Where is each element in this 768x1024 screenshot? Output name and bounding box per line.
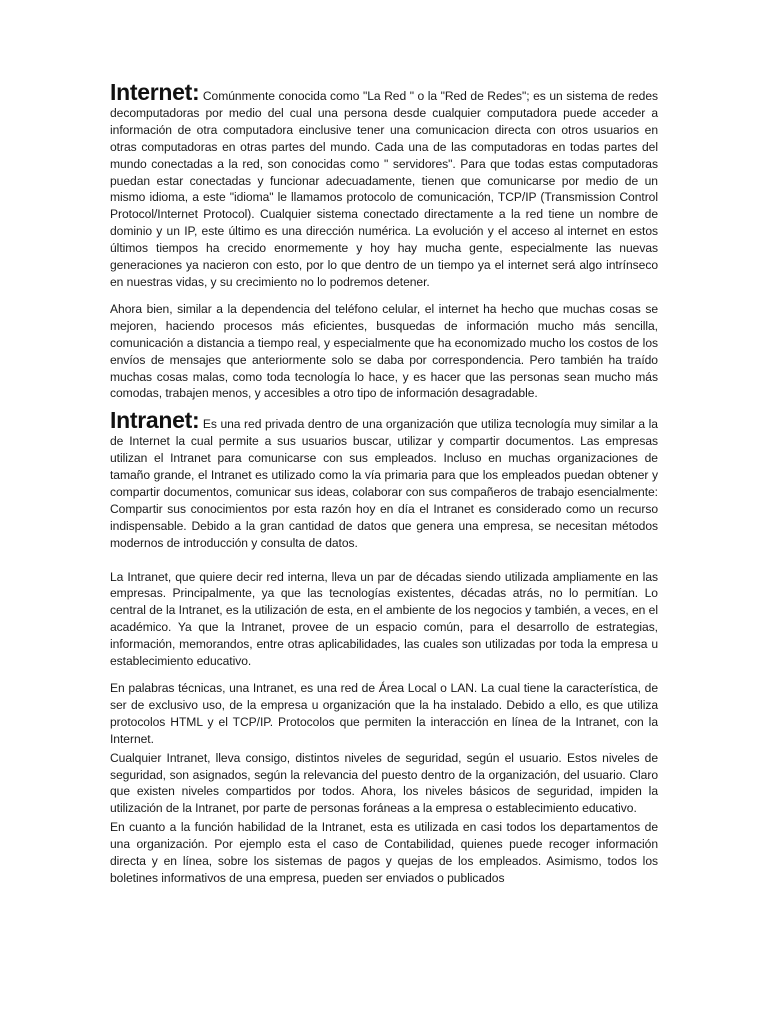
intranet-paragraph-2: La Intranet, que quiere decir red interna, lleva un par de décadas siendo utilizada ampliamente en las empresas. Principalmente, ya que las tecnologías existentes, décadas atrás, no lo permitían. Lo central de la Intranet, es la utilización de esta, en el ambiente de los negocios y también, a veces, en el académico. Ya que la Intranet, provee de un espacio común, para el desarrollo de estrategias, información, memorandos, entre otras aplicabilidades, las cuales son utilizadas por toda la empresa u establecimiento educativo. xyxy=(110,569,658,669)
internet-paragraph-2: Ahora bien, similar a la dependencia del teléfono celular, el internet ha hecho que muchas cosas se mejoren, haciendo procesos más eficientes, busquedas de información mucho más sencilla, comunicación a distancia a tiempo real, y especialmente que ha economizado mucho los costos de los envíos de mensajes que anteriormente solo se daba por correspondencia. Pero también ha traído muchas cosas malas, como toda tecnología lo hace, y es hacer que las personas sean mucho más comodas, trabajen menos, y accesibles a otro tipo de información desagradable. xyxy=(110,301,658,401)
internet-heading: Internet: xyxy=(110,79,200,105)
intranet-paragraph-1-text: Es una red privada dentro de una organización que utiliza tecnología muy similar a la de Internet la cual permite a sus usuarios buscar, utilizar y compartir documentos. Las empresas utilizan el Intranet para comunicarse con sus empleados. Incluso en muchas organizaciones de tamaño grande, el Intranet es utilizado como la vía primaria para que los empleados puedan obtener y compartir documentos, comunicar sus ideas, colaborar con sus compañeros de trabajo esencialmente: Compartir sus conocimientos por esta razón hoy en día el Intranet es considerado como un recurso indispensable. Debido a la gran cantidad de datos que genera una empresa, se necesitan métodos modernos de introducción y consulta de datos. xyxy=(110,417,658,550)
intranet-paragraph-1 xyxy=(110,407,658,551)
intranet-heading: Intranet: xyxy=(110,407,200,434)
intranet-paragraph-3: En palabras técnicas, una Intranet, es una red de Área Local o LAN. La cual tiene la característica, de ser de exclusivo uso, de la empresa u organización que la ha instalado. Debido a ello, es que utiliza protocolos HTML y el TCP/IP. Protocolos que permiten la interacción en línea de la Intranet, con la Internet. xyxy=(110,681,658,746)
internet-paragraph-1-text: Comúnmente conocida como "La Red " o la "Red de Redes"; es un sistema de redes decomputadoras por medio del cual una persona desde cualquier computadora puede acceder a información de otra computadora einclusive tener una comunicacion directa con otros usuarios en otras computadoras en otras partes del mundo. Cada una de las computadoras en todas partes del mundo conectadas a la red, son conocidas como " servidores". Para que todas estas computadoras puedan estar conectadas y funcionar adecuadamente, tienen que comunicarse por medio de un mismo idioma, a este "idioma" le llamamos protocolo de comunicación, TCP/IP (Transmission Control Protocol/Internet Protocol). Cualquier sistema conectado directamente a la red tiene un nombre de dominio y un IP, este último es una dirección numérica. La evolución y el acceso al internet en estos últimos tiempos ha crecido enormemente y hoy hay mucha gente, especialmente las nuevas generaciones ya nacieron con esto, por lo que dentro de un tiempo ya el internet será algo intrínseco en nuestras vidas, y su crecimiento no lo podremos detener. xyxy=(110,89,658,289)
internet-paragraph-1 xyxy=(110,79,658,291)
intranet-paragraph-5: En cuanto a la función habilidad de la Intranet, esta es utilizada en casi todos los departamentos de una organización. Por ejemplo esta el caso de Contabilidad, quienes puede recoger información directa y en línea, sobre los sistemas de pagos y quejas de los empleados. Asimismo, todos los boletines informativos de una empresa, pueden ser enviados o publicados xyxy=(110,820,658,885)
document-page xyxy=(110,79,658,887)
intranet-paragraph-4: Cualquier Intranet, lleva consigo, distintos niveles de seguridad, según el usuario. Estos niveles de seguridad, son asignados, según la relevancia del puesto dentro de la organización, del usuario. Claro que existen niveles compartidos por todos. Ahora, los niveles básicos de seguridad, impiden la utilización de la Intranet, por parte de personas foráneas a la empresa o establecimiento educativo. xyxy=(110,750,658,816)
